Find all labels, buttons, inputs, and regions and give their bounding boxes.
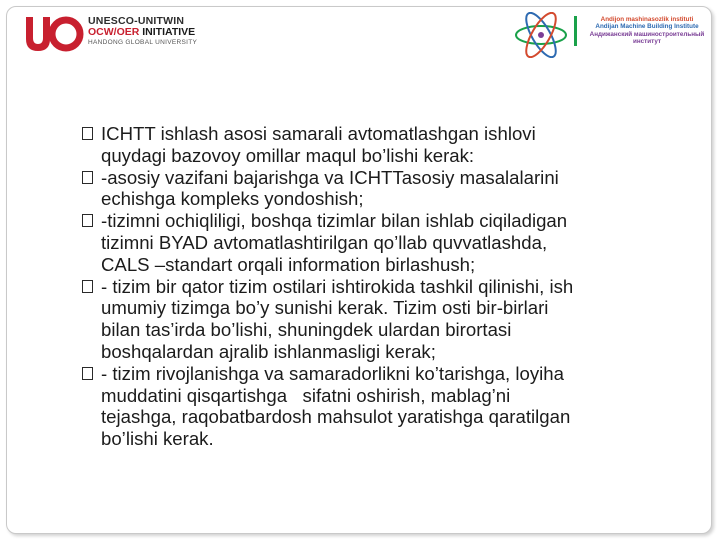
unesco-logo-text: [88, 16, 197, 47]
atom-icon: [512, 12, 570, 58]
slide-header: [0, 0, 720, 70]
institute-logo-text: [582, 16, 712, 46]
slide-body-text: [82, 123, 682, 450]
bullet-item: [82, 276, 682, 363]
bullet-line: tejashga, raqobatbardosh mahsulot yaratishga qaratilgan: [101, 406, 571, 428]
bullet-item: [82, 210, 682, 275]
bullet-item: [82, 363, 682, 450]
logo-line-ocw: [88, 27, 197, 38]
andijan-institute-logo: [512, 10, 712, 60]
institute-name-en: Andijan Machine Building Institute: [595, 23, 699, 31]
bullet-line: quydagi bazovoy omillar maqul bo’lishi kerak:: [101, 144, 475, 166]
bullet-line: CALS –standart orqali information birlashush;: [101, 253, 476, 275]
institute-name-uz: Andijon mashinasozlik instituti: [600, 16, 694, 23]
bullet-line: -asosiy vazifani bajarishga va ICHTTasosiy masalalarini: [101, 166, 559, 188]
logo-divider: [574, 16, 577, 46]
bullet-line: tizimni BYAD avtomatlashtirilgan qo’llab quvvatlashda,: [101, 231, 548, 253]
bullet-line: boshqalardan ajralib ishlanmasligi kerak;: [101, 340, 436, 362]
logo-line-unesco: UNESCO-UNITWIN: [88, 15, 185, 27]
bullet-item: [82, 167, 682, 211]
bullet-box-icon: [82, 171, 93, 184]
bullet-box-icon: [82, 367, 93, 380]
bullet-box-icon: [82, 127, 93, 140]
bullet-line: muddatini qisqartishga sifatni oshirish, mablag’ni: [101, 384, 511, 406]
bullet-line: - tizim rivojlanishga va samaradorlikni ko’tarishga, loyiha: [101, 362, 564, 384]
bullet-line: - tizim bir qator tizim ostilari ishtirokida tashkil qilinishi, ish: [101, 275, 574, 297]
logo-ocw-red: OCW/OER: [88, 26, 140, 39]
logo-line-handong: HANDONG GLOBAL UNIVERSITY: [88, 39, 198, 47]
institute-name-ru-2: институт: [632, 38, 662, 46]
institute-name-ru: Андижанский машиностроительный: [589, 30, 705, 38]
bullet-line: umumiy tizimga bo’y sunishi kerak. Tizim osti bir-birlari: [101, 297, 549, 319]
uo-logo-mark: [22, 14, 84, 54]
bullet-line: bo’lishi kerak.: [101, 428, 214, 450]
bullet-item: [82, 123, 682, 167]
bullet-line: -tizimni ochiqliligi, boshqa tizimlar bilan ishlab ciqiladigan: [101, 210, 568, 232]
bullet-line: ICHTT ishlash asosi samarali avtomatlashgan ishlovi: [101, 123, 536, 144]
unesco-ocw-logo: [22, 12, 222, 60]
logo-ocw-dark: INITIATIVE: [139, 26, 196, 39]
bullet-line: bilan tas’irda bo’lishi, shuningdek ulardan birortasi: [101, 319, 512, 341]
bullet-line: echishga kompleks yondoshish;: [101, 188, 364, 210]
bullet-box-icon: [82, 280, 93, 293]
bullet-box-icon: [82, 214, 93, 227]
